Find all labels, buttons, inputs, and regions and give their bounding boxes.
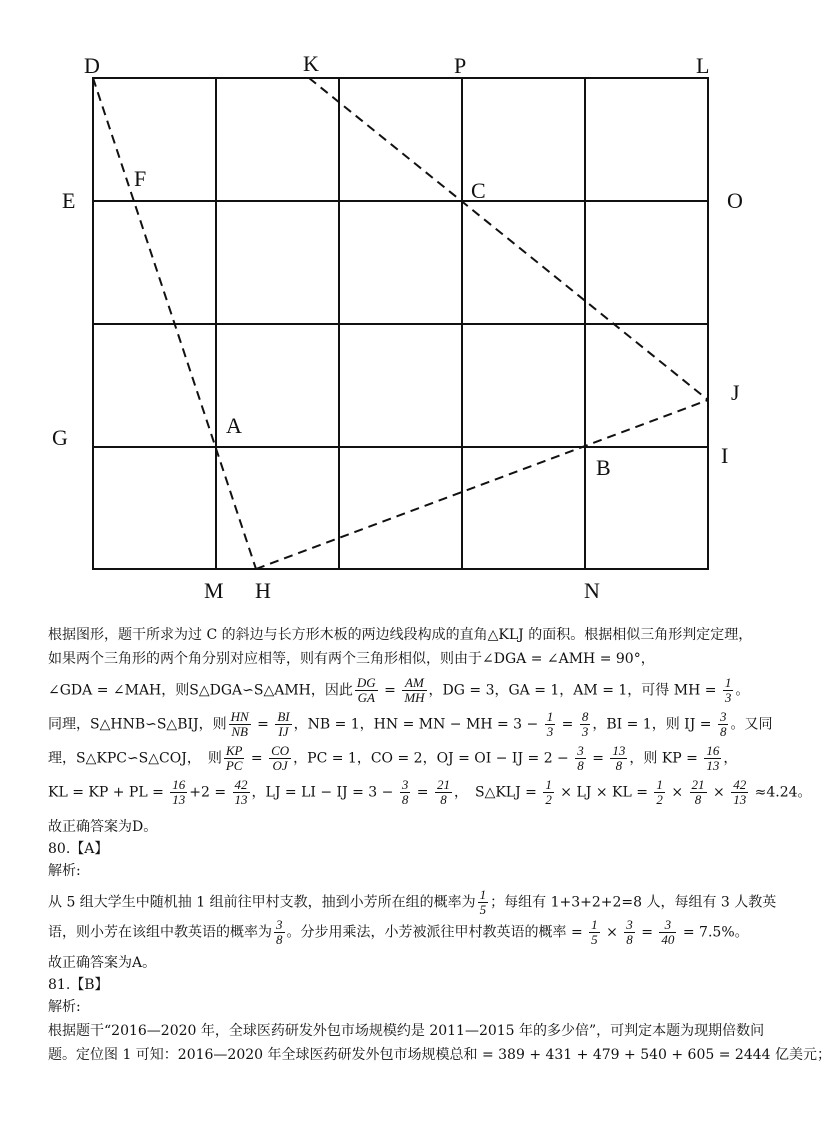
text: = 7.5%。 (678, 924, 749, 941)
text: 。 (735, 682, 750, 699)
text: ≈4.24。 (750, 784, 812, 801)
numerator: 21 (691, 777, 705, 792)
fraction (610, 744, 627, 773)
numerator: 1 (656, 777, 663, 792)
numerator: 16 (172, 777, 186, 792)
text: 如果两个三角形的两个角分别对应相等，则有两个三角形相似，则由于∠DGA = ∠AMH = 90°， (48, 651, 655, 667)
denominator: PC (225, 758, 243, 773)
label-J: J (731, 380, 740, 405)
text: = (557, 716, 578, 733)
label-E: E (62, 188, 76, 213)
denominator: 13 (706, 758, 720, 773)
numerator: 13 (612, 743, 626, 758)
text: ，LJ = LI − IJ = 3 − (251, 784, 398, 801)
fraction (718, 710, 729, 739)
fraction (170, 778, 187, 807)
fraction (704, 744, 721, 773)
denominator: 5 (479, 902, 487, 917)
text: 。分步用乘法，小芳被派往甲村教英语的概率 = (286, 924, 588, 941)
numerator: 3 (401, 777, 409, 792)
text: 80.【A】 (48, 841, 109, 857)
numerator: 16 (706, 743, 720, 758)
fraction (654, 778, 665, 807)
numerator: 1 (479, 887, 487, 902)
q81-line-2 (48, 1044, 831, 1066)
fraction (233, 778, 250, 807)
fraction (355, 676, 378, 705)
denominator: 3 (724, 690, 732, 705)
numerator: 3 (659, 918, 676, 933)
label-I: I (721, 443, 729, 468)
text: +2 = (189, 784, 231, 801)
fraction (589, 918, 600, 947)
answer-79 (48, 816, 768, 838)
fraction (624, 918, 635, 947)
text: × (708, 784, 730, 801)
label-A: A (226, 413, 242, 438)
denominator: 8 (401, 792, 409, 807)
fraction (731, 778, 748, 807)
text: ， (723, 750, 738, 767)
text: ，PC = 1，CO = 2，OJ = OI − IJ = 2 − (293, 750, 574, 767)
label-F: F (134, 166, 147, 191)
numerator: 42 (234, 777, 248, 792)
numerator: KP (225, 743, 243, 758)
text: 从 5 组大学生中随机抽 1 组前往甲村支教，抽到小芳所在组的概率为 (48, 894, 476, 911)
numerator: 42 (733, 777, 747, 792)
label-L: L (696, 53, 710, 78)
solution-line-2 (48, 648, 768, 670)
fraction (580, 710, 591, 739)
question-80-header (48, 838, 768, 860)
text: × (666, 784, 688, 801)
label-K: K (303, 51, 319, 76)
question-81-header (48, 974, 768, 996)
solution-line-4 (48, 709, 773, 739)
label-N: N (584, 578, 600, 603)
text: KL = KP + PL = (48, 784, 169, 801)
fraction (575, 744, 586, 773)
grid (93, 78, 708, 569)
fraction (435, 778, 452, 807)
text: ，则 KP = (629, 750, 703, 767)
denominator: 8 (577, 758, 584, 773)
text: ， S△KLJ = (453, 784, 542, 801)
label-P: P (454, 53, 467, 78)
fraction (400, 778, 411, 807)
text: = (252, 716, 274, 733)
q80-line-1 (48, 887, 777, 917)
denominator: 2 (656, 792, 663, 807)
denominator: 3 (546, 724, 554, 739)
text: 解析: (48, 863, 81, 879)
numerator: AM (402, 676, 426, 691)
denominator: 8 (615, 758, 623, 773)
fraction (478, 888, 489, 917)
numerator: 8 (581, 709, 589, 724)
question-80-jiexi (48, 860, 768, 882)
text: ，DG = 3，GA = 1，AM = 1，可得 MH = (428, 682, 721, 699)
numerator: 1 (545, 777, 552, 792)
label-M: M (204, 578, 224, 603)
denominator: OJ (272, 758, 288, 773)
fraction (275, 710, 291, 739)
fraction (402, 676, 426, 705)
text: ，NB = 1，HN = MN − MH = 3 − (293, 716, 543, 733)
numerator: 1 (546, 709, 554, 724)
text: 语，则小芳在该组中教英语的概率为 (48, 924, 272, 941)
text: 理，S△KPC∽S△COJ， 则 (48, 750, 222, 767)
numerator: 3 (276, 917, 283, 932)
text: = (587, 750, 609, 767)
label-H: H (255, 578, 271, 603)
denominator: NB (231, 724, 248, 739)
text: 。又同 (730, 716, 773, 733)
text: 题。定位图 1 可知：2016—2020 年全球医药研发外包市场规模总和 = 389 + 431 + 479 + 540 + 605 = 2444 亿美元； (48, 1047, 831, 1063)
text: 根据题干“2016—2020 年，全球医药研发外包市场规模约是 2011—2015 年的多少倍”，可判定本题为现期倍数问 (48, 1023, 765, 1039)
text: = (412, 784, 433, 801)
solution-line-6 (48, 777, 812, 807)
q81-line-1 (48, 1020, 768, 1042)
text: 解析: (48, 999, 81, 1015)
fraction (690, 778, 707, 807)
numerator: DG (356, 675, 376, 690)
label-O: O (727, 188, 743, 213)
fraction (229, 710, 251, 739)
denominator: 8 (694, 792, 702, 807)
q80-line-2 (48, 918, 768, 947)
denominator: 13 (234, 792, 248, 807)
denominator: 5 (591, 932, 598, 947)
text: = (246, 750, 268, 767)
denominator: 8 (276, 932, 283, 947)
numerator: BI (277, 709, 290, 724)
denominator: 8 (626, 932, 633, 947)
denominator: 3 (581, 724, 589, 739)
fraction (269, 744, 291, 773)
fraction (545, 710, 556, 739)
text: 故正确答案为D。 (48, 819, 158, 835)
dashed-line-KJ (309, 78, 708, 400)
text: = (379, 682, 401, 699)
text: ∠GDA = ∠MAH，则S△DGA∽S△AMH，因此 (48, 682, 353, 699)
numerator: 3 (577, 743, 584, 758)
dashed-line-HJ (256, 400, 708, 569)
numerator: CO (271, 743, 290, 758)
label-C: C (471, 178, 486, 203)
question-81-jiexi (48, 996, 768, 1018)
text: ；每组有 1+3+2+2=8 人，每组有 3 人教英 (490, 894, 777, 911)
label-G: G (52, 425, 68, 450)
numerator: 3 (719, 709, 727, 724)
denominator: 2 (545, 792, 552, 807)
fraction (723, 676, 734, 705)
denominator: 13 (733, 792, 747, 807)
label-B: B (596, 455, 611, 480)
denominator: 8 (440, 792, 447, 807)
label-D: D (84, 53, 100, 78)
denominator: 8 (719, 724, 727, 739)
solution-line-5 (48, 744, 768, 773)
text: ，BI = 1，则 IJ = (592, 716, 716, 733)
numerator: HN (230, 709, 249, 724)
solution-line-3 (48, 676, 768, 705)
text: 81.【B】 (48, 977, 109, 993)
text: 同理，S△HNB∽S△BIJ，则 (48, 716, 227, 733)
point-labels (52, 51, 743, 603)
denominator: MH (404, 690, 425, 705)
fraction (543, 778, 554, 807)
numerator: 1 (591, 917, 598, 932)
denominator: 13 (172, 792, 186, 807)
denominator: GA (357, 690, 375, 705)
fraction (224, 744, 245, 773)
text: × (601, 924, 623, 941)
numerator: 1 (724, 675, 732, 690)
text: × LJ × KL = (555, 784, 653, 801)
solution-line-1 (48, 624, 768, 646)
fraction (274, 918, 285, 947)
text: = (636, 924, 658, 941)
text: 根据图形，题干所求为过 C 的斜边与长方形木板的两边线段构成的直角△KLJ 的面积。根据相似三角形判定定理， (48, 627, 753, 643)
denominator: IJ (278, 724, 289, 739)
text: 故正确答案为A。 (48, 955, 157, 971)
fraction (659, 918, 676, 947)
numerator: 21 (436, 777, 450, 792)
answer-80 (48, 952, 768, 974)
numerator: 3 (626, 917, 633, 932)
denominator: 40 (661, 932, 675, 947)
